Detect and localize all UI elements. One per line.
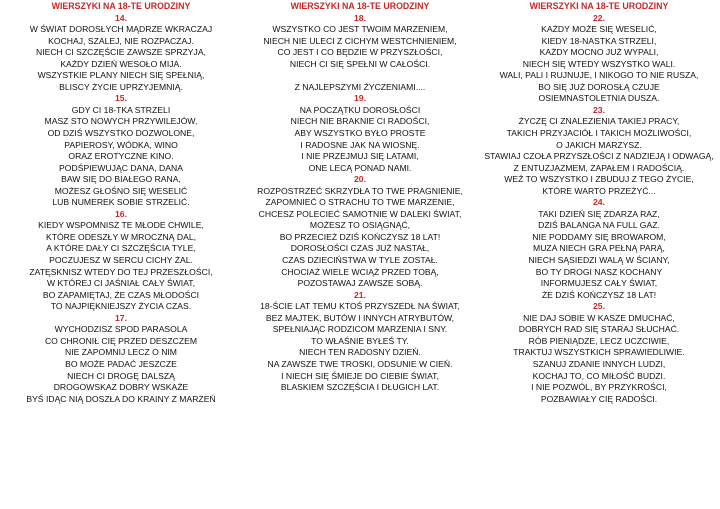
poem-line: WSZYSTKIE PLANY NIECH SIĘ SPEŁNIĄ, xyxy=(37,70,205,81)
poem-number: 22. xyxy=(593,12,605,23)
poem-line: ROZPOSTRZEĆ SKRZYDŁA TO TWE PRAGNIENIE, xyxy=(257,185,463,196)
poem-line: RÓB PIENIĄDZE, LECZ UCZCIWIE, xyxy=(528,335,670,346)
poem-line: TAKI DZIEŃ SIĘ ZDARZA RAZ, xyxy=(538,208,660,219)
column-left xyxy=(4,1,238,509)
poem-line: KAŻDY MOŻE SIĘ WESELIĆ, xyxy=(541,24,657,35)
poem-line: DZIŚ BALANGA NA FULL GAZ. xyxy=(538,220,660,231)
poem-line: SPEŁNIAJĄC RODZICOM MARZENIA I SNY. xyxy=(272,324,448,335)
poem-line: POCZUJESZ W SERCU CICHY ŻAL. xyxy=(49,255,193,266)
poem-line: KIEDY WSPOMNISZ TE MŁODE CHWILE, xyxy=(38,220,204,231)
poem-line: TRAKTUJ WSZYSTKICH SPRAWIEDLIWIE. xyxy=(513,347,685,358)
poem xyxy=(243,174,477,289)
poem xyxy=(4,209,238,313)
poem-number: 17. xyxy=(115,312,127,323)
poem-number: 19. xyxy=(354,93,366,104)
poem-line: ŻE DZIŚ KOŃCZYSZ 18 LAT! xyxy=(541,289,657,300)
poem-line: POZOSTAWAJ ZAWSZE SOBĄ. xyxy=(297,278,423,289)
poem-line: BO MOŻE PADAĆ JESZCZE xyxy=(65,358,177,369)
poem xyxy=(243,290,477,394)
poem-line: PAPIEROSY, WÓDKA, WINO xyxy=(64,139,178,150)
poem-number: 21. xyxy=(354,289,366,300)
column-title: WIERSZYKI NA 18-TE URODZINY xyxy=(290,1,430,11)
column-middle xyxy=(243,1,477,509)
poem-line: MUZA NIECH GRA PEŁNĄ PARĄ, xyxy=(533,243,665,254)
poem-line: TAKICH PRZYJACIÓŁ I TAKICH MOŻLIWOŚCI, xyxy=(506,128,692,139)
poem-line: NIECH SĄSIEDZI WALĄ W ŚCIANY, xyxy=(528,255,670,266)
poem xyxy=(482,301,716,405)
poem-line: KIEDY 18-NASTKA STRZELI, xyxy=(541,35,657,46)
column-right xyxy=(482,1,716,509)
poem-line: TO NAJPIĘKNIEJSZY ŻYCIA CZAS. xyxy=(50,301,192,312)
poem-line: DOBRYCH RAD SIĘ STARAJ SŁUCHAĆ. xyxy=(518,324,680,335)
poem-list xyxy=(4,13,238,406)
poem-number: 23. xyxy=(593,104,605,115)
poem-line: OD DZIŚ WSZYSTKO DOZWOLONE, xyxy=(47,128,195,139)
poem-line: ORAZ EROTYCZNE KINO. xyxy=(68,151,174,162)
poem-number: 15. xyxy=(115,93,127,104)
poem-line: CZAS DZIECIŃSTWA W TYLE ZOSTAŁ. xyxy=(282,255,438,266)
poem-line: NIECH NIE ULECI Z CICHYM WESTCHNIENIEM, xyxy=(263,35,457,46)
poem-line: BO SIĘ JUŻ DOROSŁĄ CZUJE xyxy=(538,81,660,92)
poem-line: ŻYCZĘ CI ZNALEZIENIA TAKIEJ PRACY, xyxy=(518,116,680,127)
poem-line: WYCHODZISZ SPOD PARASOLA xyxy=(54,324,188,335)
poem-line: I RADOSNE JAK NA WIOSNĘ. xyxy=(300,139,420,150)
poem-line: KAŻDY MOCNO JUŻ WYPALI, xyxy=(539,47,659,58)
poem-line: KTÓRE WARTO PRZEŻYĆ... xyxy=(542,185,656,196)
poem-line: NIE PODDAMY SIĘ BROWAROM, xyxy=(532,231,666,242)
poem-line: Z NAJLEPSZYMI ŻYCZENIAMI.... xyxy=(294,81,426,92)
poem-line: MOŻESZ GŁOŚNO SIĘ WESELIĆ xyxy=(54,185,188,196)
poem-number: 18. xyxy=(354,12,366,23)
poem-line: I NIE PRZEJMUJ SIĘ LATAMI, xyxy=(301,151,419,162)
poem-line: TO WŁAŚNIE BYŁEŚ TY. xyxy=(311,335,409,346)
poem-line: LUB NUMEREK SOBIE STRZELIĆ. xyxy=(52,197,190,208)
poem-line: ABY WSZYSTKO BYŁO PROSTE xyxy=(294,128,426,139)
poem-line: KTÓRE ODESZŁY W MROCZNĄ DAL, xyxy=(45,231,197,242)
column-title: WIERSZYKI NA 18-TE URODZINY xyxy=(529,1,669,11)
poem-line: NIECH CI SIĘ SPEŁNI W CAŁOŚCI. xyxy=(289,58,431,69)
poem xyxy=(4,313,238,405)
poem-line: BO PRZECIEŻ DZIŚ KOŃCZYSZ 18 LAT! xyxy=(279,231,441,242)
poem-line: KAŻDY DZIEŃ WESOŁO MIJA. xyxy=(60,58,182,69)
poem-line: W KTÓREJ CI JAŚNIAŁ CAŁY ŚWIAT, xyxy=(46,278,196,289)
poem-line: SZANUJ ZDANIE INNYCH LUDZI, xyxy=(532,358,666,369)
poem-line: WEŹ TO WSZYSTKO I ZBUDUJ Z TEGO ŻYCIE, xyxy=(504,174,694,185)
poem-line: PODŚPIEWUJĄC DANA, DANA xyxy=(59,162,183,173)
poem-line: WSZYSTKO CO JEST TWOIM MARZENIEM, xyxy=(272,24,448,35)
poem-number: 24. xyxy=(593,197,605,208)
poem-line: STAWIAJ CZOŁA PRZYSZŁOŚCI Z NADZIEJĄ I ODWAGĄ, xyxy=(484,151,714,162)
poem-line: ZAPOMNIEĆ O STRACHU TO TWE MARZENIE, xyxy=(265,197,455,208)
poem-line: DROGOWSKAZ DOBRY WSKAŻE xyxy=(53,382,189,393)
poem-line: NIECH CI SZCZĘŚCIE ZAWSZE SPRZYJA, xyxy=(35,47,206,58)
poem-number: 14. xyxy=(115,12,127,23)
poem-line: I NIE POZWÓL, BY PRZYKROŚCI, xyxy=(531,382,667,393)
poem-line: BO ZAPAMIĘTAJ, ŻE CZAS MŁODOŚCI xyxy=(42,289,200,300)
poem-number: 20. xyxy=(354,174,366,185)
poem-line: DOROSŁOŚCI CZAS JUŻ NASTAŁ, xyxy=(290,243,430,254)
poem-line: BLASKIEM SZCZĘŚCIA I DŁUGICH LAT. xyxy=(280,382,440,393)
blank-line xyxy=(243,70,477,82)
poem-line: MOŻESZ TO OSIĄGNĄĆ, xyxy=(309,220,411,231)
column-title: WIERSZYKI NA 18-TE URODZINY xyxy=(51,1,191,11)
poem-line: BEZ MAJTEK, BUTÓW I INNYCH ATRYBUTÓW, xyxy=(265,312,455,323)
poem-number: 25. xyxy=(593,301,605,312)
poem-line: NA ZAWSZE TWE TROSKI, ODSUNIE W CIEŃ. xyxy=(267,358,453,369)
poem-line: BO TY DROGI NASZ KOCHANY xyxy=(535,266,663,277)
poem-line: CHCESZ POLECIEĆ SAMOTNIE W DALEKI ŚWIAT, xyxy=(258,208,462,219)
poem-line: NIECH NIE BRAKNIE CI RADOŚCI, xyxy=(290,116,430,127)
poem-line: W ŚWIAT DOROSŁYCH MĄDRZE WKRACZAJ xyxy=(29,24,213,35)
poem-line: INFORMUJESZ CAŁY ŚWIAT, xyxy=(540,278,658,289)
poem-line: ZATĘSKNISZ WTEDY DO TEJ PRZESZŁOŚCI, xyxy=(29,266,213,277)
poem-line: NIECH TEN RADOSNY DZIEŃ. xyxy=(299,347,421,358)
poem-line: OSIEMNASTOLETNIA DUSZA. xyxy=(538,93,660,104)
poem-line: A KTÓRE DAŁY CI SZCZĘŚCIA TYLE, xyxy=(46,243,196,254)
poem-line: O JAKICH MARZYSZ. xyxy=(556,139,642,150)
poem xyxy=(243,93,477,174)
poem-line: GDY CI 18-TKA STRZELI xyxy=(71,104,171,115)
poem-list xyxy=(482,13,716,406)
poem xyxy=(4,93,238,208)
poem-line: BLISCY ŻYCIE UPRZYJEMNIĄ. xyxy=(59,81,183,92)
poem-line: I NIECH SIĘ ŚMIEJE DO CIEBIE ŚWIAT, xyxy=(281,370,439,381)
poem xyxy=(482,197,716,301)
poem-line: 18-ŚCIE LAT TEMU KTOŚ PRZYSZEDŁ NA ŚWIAT, xyxy=(260,301,460,312)
poem-line: CHOCIAŻ WIELE WCIĄŻ PRZED TOBĄ, xyxy=(281,266,439,277)
poem-line: NA POCZĄTKU DOROSŁOŚCI xyxy=(299,104,421,115)
poem xyxy=(243,13,477,94)
poem-line: ONE LECĄ PONAD NAMI. xyxy=(308,162,412,173)
poem-line: NIE ZAPOMNIJ LECZ O NIM xyxy=(65,347,177,358)
poem-line: Z ENTUZJAZMEM, ZAPAŁEM I RADOŚCIĄ. xyxy=(513,162,685,173)
poem-line: CO CHRONIŁ CIĘ PRZED DESZCZEM xyxy=(44,335,198,346)
poem xyxy=(482,13,716,105)
poem-line: NIECH CI DROGĘ DALSZĄ xyxy=(67,370,175,381)
poem-line: NIECH SIĘ WTEDY WSZYSTKO WALI. xyxy=(522,58,676,69)
poem-line: KOCHAJ TO, CO MIŁOŚĆ BUDZI. xyxy=(532,370,666,381)
poem xyxy=(482,105,716,197)
poem-number: 16. xyxy=(115,208,127,219)
poem-line: MASZ STO NOWYCH PRZYWILEJÓW, xyxy=(44,116,198,127)
poem-line: CO JEST I CO BĘDZIE W PRZYSZŁOŚCI, xyxy=(277,47,443,58)
poem-line: WALI, PALI I RUJNUJE, I NIKOGO TO NIE RUSZA, xyxy=(499,70,699,81)
poem xyxy=(4,13,238,94)
poem-line: NIE DAJ SOBIE W KASZE DMUCHAĆ, xyxy=(523,312,675,323)
poem-line: BYŚ IDĄC NIĄ DOSZŁA DO KRAINY Z MARZEŃ xyxy=(26,393,216,404)
poem-line: BAW SIĘ DO BIAŁEGO RANA, xyxy=(61,174,181,185)
poem-line: KOCHAJ, SZALEJ, NIE ROZPACZAJ. xyxy=(48,35,194,46)
poem-line: POZBAWIAŁY CIĘ RADOŚCI. xyxy=(540,393,658,404)
poem-list xyxy=(243,13,477,394)
